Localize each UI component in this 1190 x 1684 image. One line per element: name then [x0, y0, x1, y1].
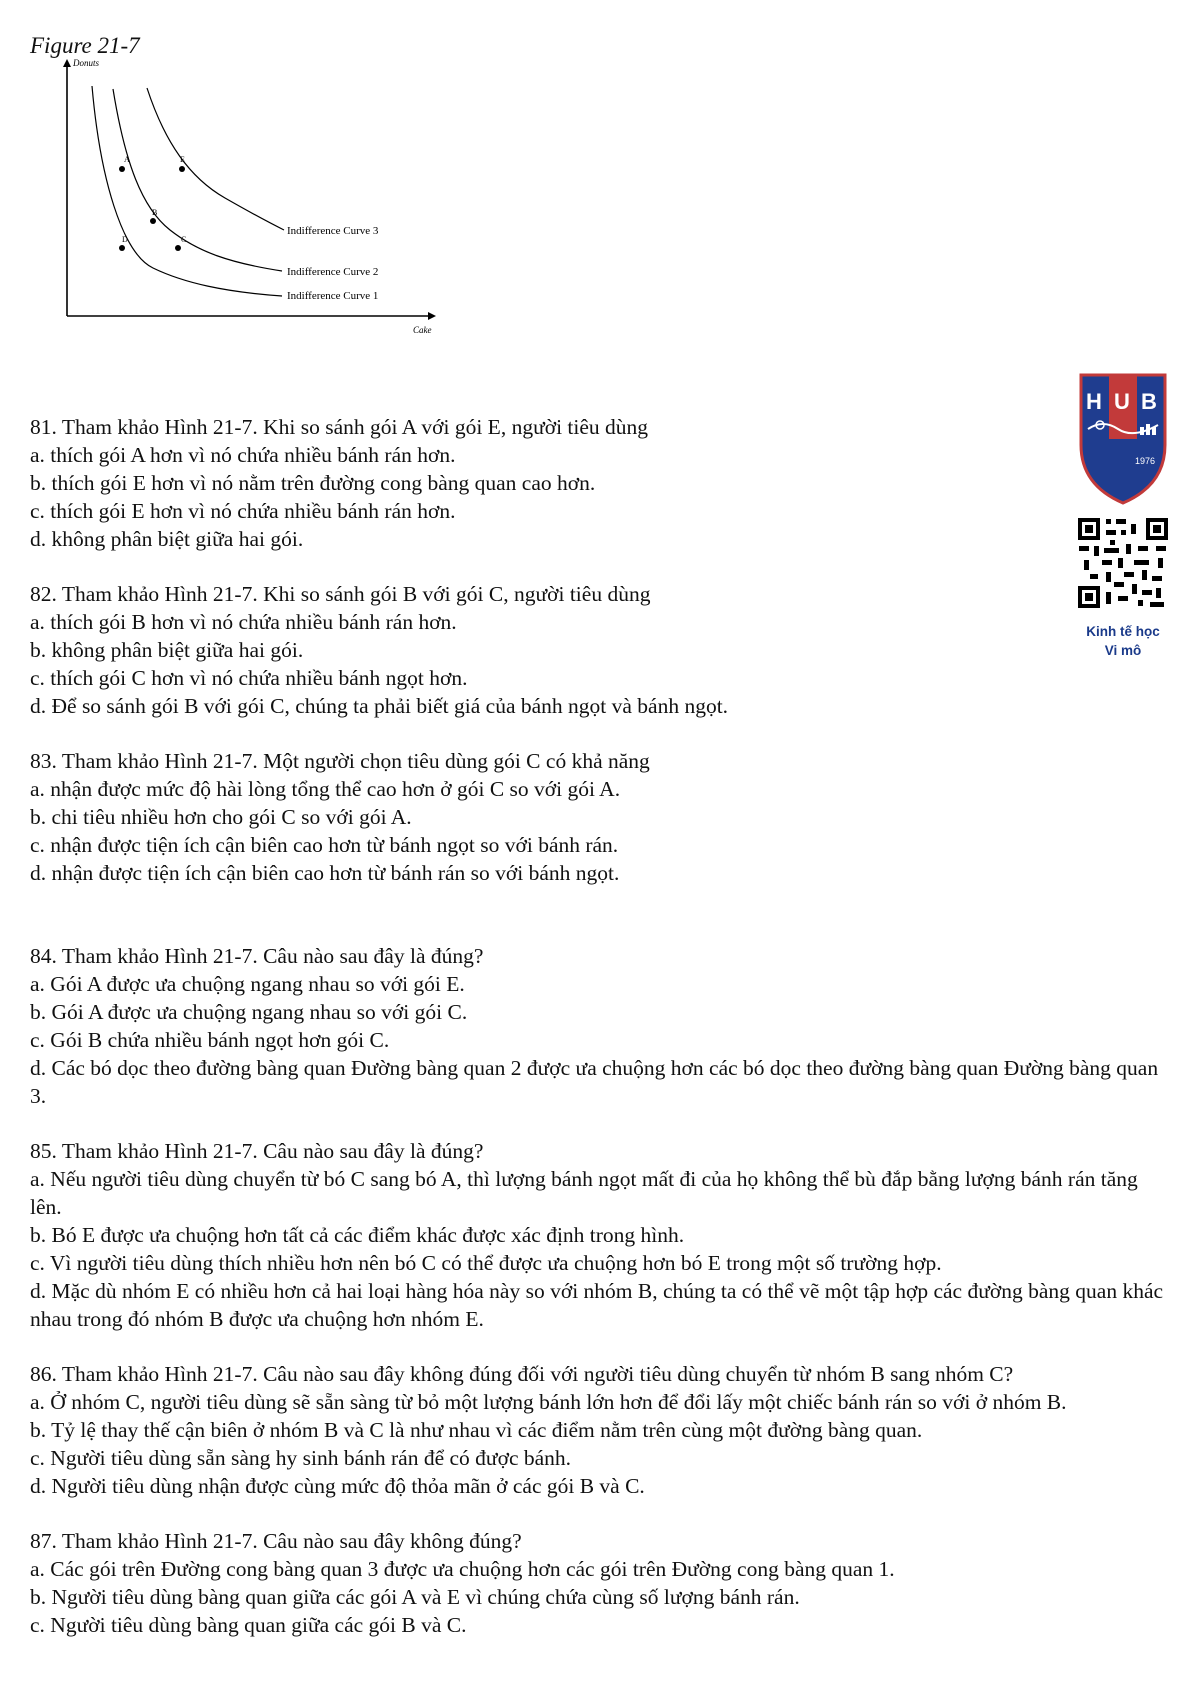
point-label-c: C: [181, 235, 187, 244]
option-b: b. Người tiêu dùng bàng quan giữa các gói A và E vì chúng chứa cùng số lượng bánh rán.: [30, 1585, 800, 1609]
option-d: d. Các bó dọc theo đường bàng quan Đường bàng quan 2 được ưa chuộng hơn các bó dọc theo đường bàng quan Đường bàng quan 3.: [30, 1056, 1159, 1108]
option-d: d. Để so sánh gói B với gói C, chúng ta phải biết giá của bánh ngọt và bánh ngọt.: [30, 694, 729, 718]
svg-text:B: B: [1141, 389, 1157, 414]
point-label-a: A: [124, 155, 130, 164]
option-d: d. nhận được tiện ích cận biên cao hơn từ bánh rán so với bánh ngọt.: [30, 861, 620, 885]
question-stem: 81. Tham khảo Hình 21-7. Khi so sánh gói A với gói E, người tiêu dùng: [30, 415, 649, 439]
indifference-curve-1: [92, 86, 282, 296]
option-d: d. Mặc dù nhóm E có nhiều hơn cả hai loại hàng hóa này so với nhóm B, chúng ta có thể vẽ một tập hợp các đường bàng quan khác nhau trong đó nhóm B được ưa chuộng hơn nhóm E.: [30, 1279, 1164, 1331]
figure-title: Figure 21-7: [30, 33, 140, 58]
x-axis-label: Cake: [413, 325, 432, 335]
qr-caption: [1060, 622, 1186, 660]
option-a: a. Nếu người tiêu dùng chuyển từ bó C sang bó A, thì lượng bánh ngọt mất đi của họ không thể bù đắp bằng lượng bánh rán tăng lên.: [30, 1167, 1138, 1219]
option-a: a. nhận được mức độ hài lòng tổng thể cao hơn ở gói C so với gói A.: [30, 777, 621, 801]
question-stem: 84. Tham khảo Hình 21-7. Câu nào sau đây là đúng?: [30, 944, 484, 968]
hub-logo: [1078, 367, 1168, 507]
option-b: b. Tỷ lệ thay thế cận biên ở nhóm B và C là như nhau vì các điểm nằm trên cùng một đường bàng quan.: [30, 1418, 923, 1442]
question-85: [30, 1137, 1165, 1333]
svg-text:H: H: [1086, 389, 1102, 414]
point-a: [119, 166, 125, 172]
question-stem: 86. Tham khảo Hình 21-7. Câu nào sau đây không đúng đối với người tiêu dùng chuyển từ nhóm B sang nhóm C?: [30, 1362, 1014, 1386]
option-b: b. không phân biệt giữa hai gói.: [30, 638, 304, 662]
x-axis-arrow: [428, 312, 436, 320]
hub-shield-icon: [1078, 367, 1168, 507]
indifference-curve-figure: [30, 58, 450, 368]
option-a: a. Gói A được ưa chuộng ngang nhau so với gói E.: [30, 972, 465, 996]
option-c: c. thích gói E hơn vì nó chứa nhiều bánh rán hơn.: [30, 499, 456, 523]
option-b: b. Gói A được ưa chuộng ngang nhau so với gói C.: [30, 1000, 468, 1024]
question-list: [30, 413, 1165, 1666]
point-label-b: B: [152, 208, 158, 217]
point-e: [179, 166, 185, 172]
svg-text:U: U: [1114, 389, 1130, 414]
question-82: [30, 580, 1165, 720]
question-stem: 82. Tham khảo Hình 21-7. Khi so sánh gói B với gói C, người tiêu dùng: [30, 582, 651, 606]
point-c: [175, 245, 181, 251]
qr-caption-line1: Kinh tế học: [1086, 624, 1160, 639]
option-b: b. Bó E được ưa chuộng hơn tất cả các điểm khác được xác định trong hình.: [30, 1223, 685, 1247]
option-c: c. Vì người tiêu dùng thích nhiều hơn nên bó C có thể được ưa chuộng hơn bó E trong một số trường hợp.: [30, 1251, 942, 1275]
option-c: c. Người tiêu dùng sẵn sàng hy sinh bánh rán để có được bánh.: [30, 1446, 572, 1470]
question-84: [30, 942, 1165, 1110]
option-c: c. nhận được tiện ích cận biên cao hơn từ bánh ngọt so với bánh rán.: [30, 833, 619, 857]
option-a: a. thích gói A hơn vì nó chứa nhiều bánh rán hơn.: [30, 443, 456, 467]
point-label-e: E: [180, 155, 185, 164]
option-d: d. không phân biệt giữa hai gói.: [30, 527, 304, 551]
y-axis-label: Donuts: [73, 58, 100, 68]
option-a: a. Ở nhóm C, người tiêu dùng sẽ sẵn sàng từ bỏ một lượng bánh lớn hơn để đổi lấy một chiếc bánh rán so với ở nhóm B.: [30, 1390, 1067, 1414]
option-c: c. Gói B chứa nhiều bánh ngọt hơn gói C.: [30, 1028, 390, 1052]
question-stem: 87. Tham khảo Hình 21-7. Câu nào sau đây không đúng?: [30, 1529, 522, 1553]
qr-code-icon: [1076, 516, 1170, 610]
curve-label-3: Indifference Curve 3: [287, 225, 379, 237]
question-87: [30, 1527, 1165, 1639]
question-83: [30, 747, 1165, 887]
svg-text:1976: 1976: [1135, 456, 1156, 466]
option-a: a. thích gói B hơn vì nó chứa nhiều bánh rán hơn.: [30, 610, 457, 634]
option-b: b. thích gói E hơn vì nó nằm trên đường cong bàng quan cao hơn.: [30, 471, 596, 495]
option-a: a. Các gói trên Đường cong bàng quan 3 được ưa chuộng hơn các gói trên Đường cong bàng quan 1.: [30, 1557, 895, 1581]
qr-code: [1076, 516, 1170, 610]
point-d: [119, 245, 125, 251]
question-81: [30, 413, 1165, 553]
indifference-curve-3: [147, 88, 284, 230]
point-label-d: D: [122, 235, 128, 244]
option-b: b. chi tiêu nhiều hơn cho gói C so với gói A.: [30, 805, 412, 829]
question-stem: 83. Tham khảo Hình 21-7. Một người chọn tiêu dùng gói C có khả năng: [30, 749, 650, 773]
question-86: [30, 1360, 1165, 1500]
curve-label-2: Indifference Curve 2: [287, 266, 379, 278]
option-d: d. Người tiêu dùng nhận được cùng mức độ thỏa mãn ở các gói B và C.: [30, 1474, 645, 1498]
qr-caption-line2: Vi mô: [1104, 643, 1142, 658]
point-b: [150, 218, 156, 224]
option-c: c. Người tiêu dùng bàng quan giữa các gói B và C.: [30, 1613, 467, 1637]
option-c: c. thích gói C hơn vì nó chứa nhiều bánh ngọt hơn.: [30, 666, 468, 690]
curve-label-1: Indifference Curve 1: [287, 290, 379, 302]
question-stem: 85. Tham khảo Hình 21-7. Câu nào sau đây là đúng?: [30, 1139, 484, 1163]
indifference-curve-2: [113, 89, 282, 271]
y-axis-arrow: [63, 59, 71, 67]
figure-svg: [30, 58, 450, 368]
